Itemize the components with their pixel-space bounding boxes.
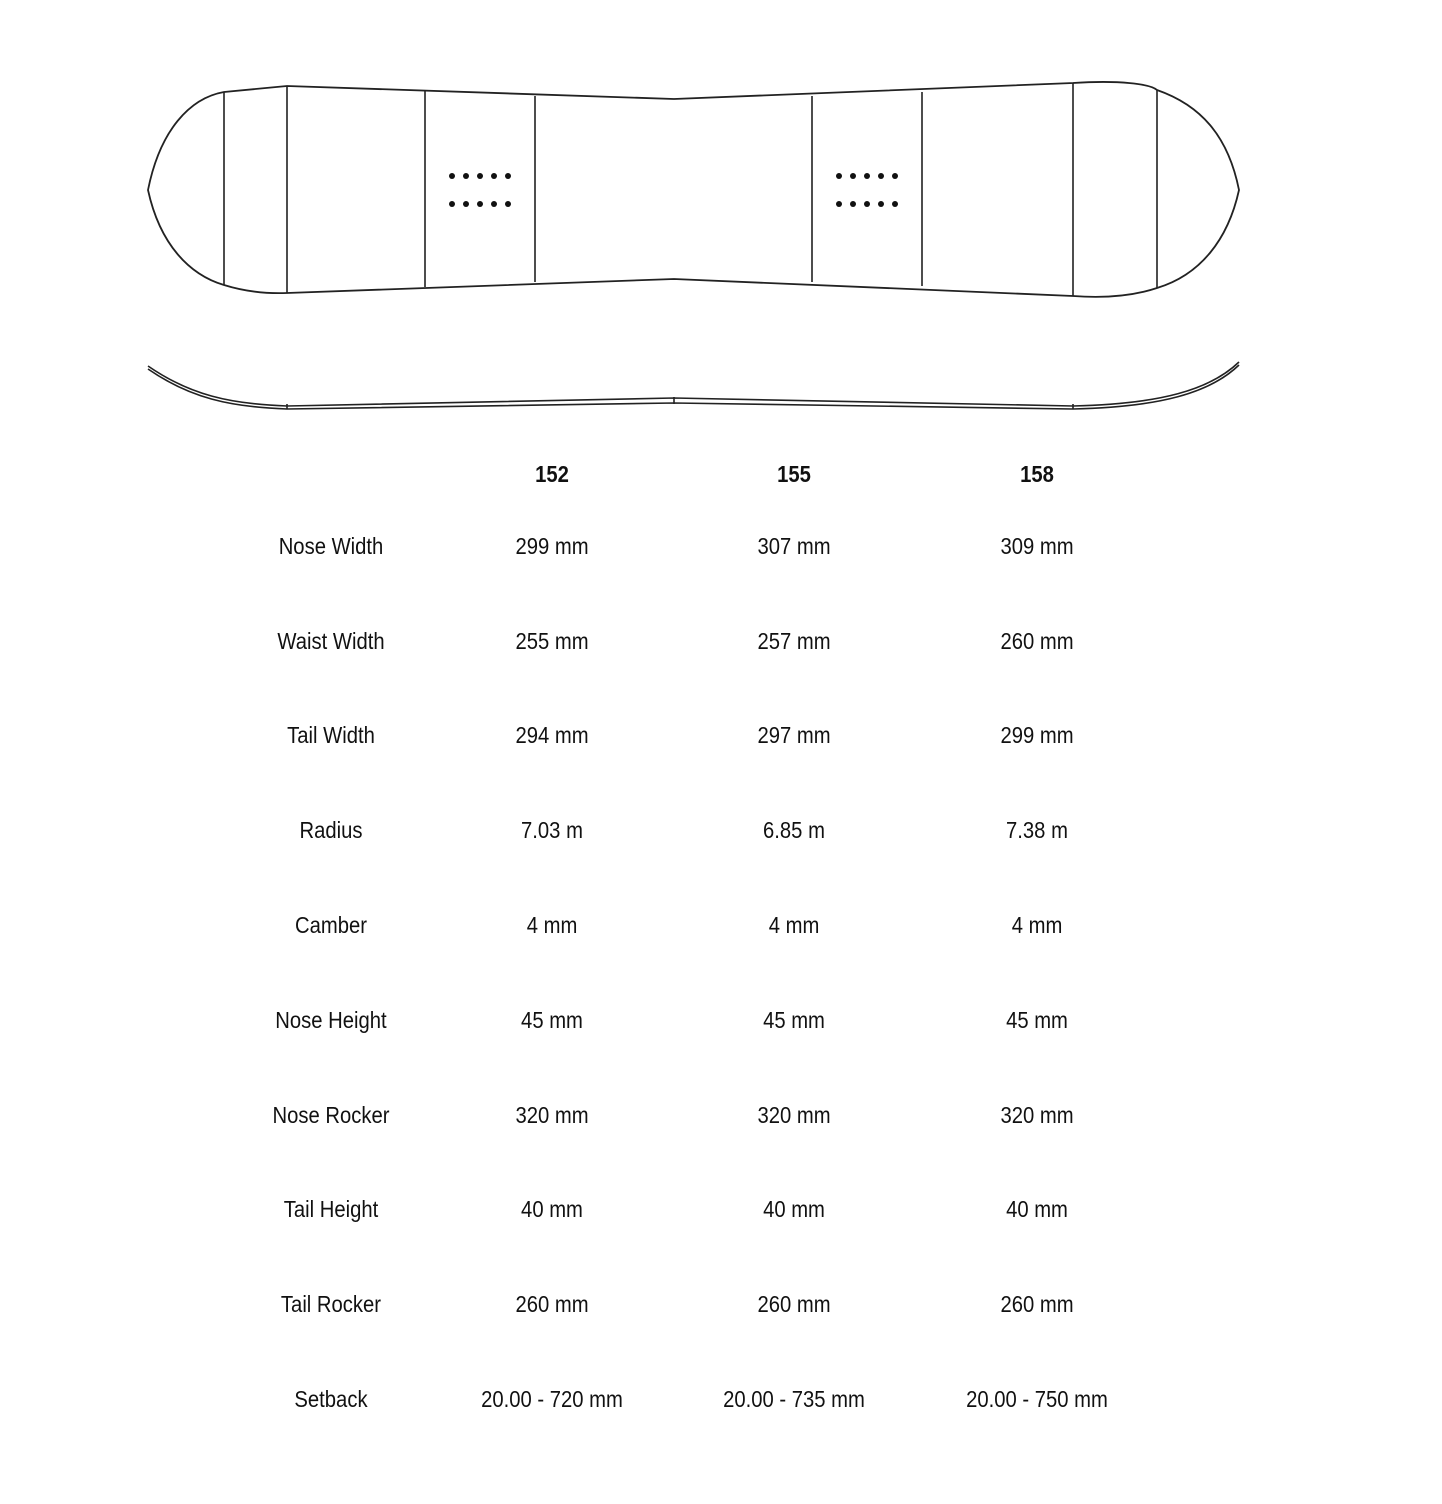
spec-row-waist-width	[0, 621, 1442, 661]
spec-value: 7.03 m	[521, 817, 583, 843]
spec-label: Radius	[299, 817, 363, 843]
spec-value: 294 mm	[515, 722, 589, 748]
spec-value: 45 mm	[1006, 1007, 1068, 1033]
spec-value: 6.85 m	[763, 817, 825, 843]
spec-value: 40 mm	[1006, 1196, 1068, 1222]
binding-inserts-left	[449, 173, 511, 207]
spec-value: 45 mm	[763, 1007, 825, 1033]
spec-value: 7.38 m	[1006, 817, 1068, 843]
spec-value: 260 mm	[1000, 628, 1074, 654]
spec-label: Nose Rocker	[272, 1102, 390, 1128]
spec-label: Waist Width	[277, 628, 385, 654]
binding-inserts-right	[836, 173, 898, 207]
spec-value: 45 mm	[521, 1007, 583, 1033]
spec-value: 307 mm	[757, 533, 831, 559]
spec-value: 320 mm	[1000, 1102, 1074, 1128]
spec-label: Nose Width	[278, 533, 384, 559]
spec-label: Tail Height	[283, 1196, 379, 1222]
spec-value: 299 mm	[515, 533, 589, 559]
spec-row-tail-width	[0, 715, 1442, 755]
spec-row-tail-rocker	[0, 1284, 1442, 1324]
spec-value: 260 mm	[515, 1291, 589, 1317]
spec-value: 260 mm	[1000, 1291, 1074, 1317]
spec-label: Tail Width	[287, 722, 375, 748]
board-side-profile	[148, 362, 1239, 409]
size-header: 158	[1020, 461, 1054, 487]
spec-value: 20.00 - 720 mm	[481, 1386, 623, 1412]
spec-value: 255 mm	[515, 628, 589, 654]
spec-value: 20.00 - 735 mm	[723, 1386, 865, 1412]
spec-value: 40 mm	[763, 1196, 825, 1222]
spec-row-nose-height	[0, 1000, 1442, 1040]
size-header-row	[0, 454, 1442, 494]
spec-label: Setback	[294, 1386, 368, 1412]
board-top-outline	[148, 82, 1239, 297]
spec-value: 4 mm	[526, 912, 578, 938]
size-header: 155	[777, 461, 811, 487]
spec-value: 257 mm	[757, 628, 831, 654]
spec-row-nose-width	[0, 526, 1442, 566]
spec-value: 40 mm	[521, 1196, 583, 1222]
spec-value: 4 mm	[1011, 912, 1063, 938]
spec-value: 4 mm	[768, 912, 820, 938]
spec-label: Nose Height	[275, 1007, 387, 1033]
spec-label: Camber	[295, 912, 367, 938]
spec-label: Tail Rocker	[280, 1291, 382, 1317]
spec-value: 309 mm	[1000, 533, 1074, 559]
board-division-lines	[224, 83, 1157, 296]
snowboard-diagram	[0, 0, 1442, 440]
spec-value: 260 mm	[757, 1291, 831, 1317]
spec-row-camber	[0, 905, 1442, 945]
spec-value: 320 mm	[515, 1102, 589, 1128]
spec-value: 20.00 - 750 mm	[966, 1386, 1108, 1412]
spec-value: 297 mm	[757, 722, 831, 748]
spec-value: 320 mm	[757, 1102, 831, 1128]
size-header: 152	[535, 461, 569, 487]
spec-row-radius	[0, 810, 1442, 850]
spec-row-nose-rocker	[0, 1095, 1442, 1135]
spec-row-setback	[0, 1379, 1442, 1419]
spec-value: 299 mm	[1000, 722, 1074, 748]
spec-row-tail-height	[0, 1189, 1442, 1229]
